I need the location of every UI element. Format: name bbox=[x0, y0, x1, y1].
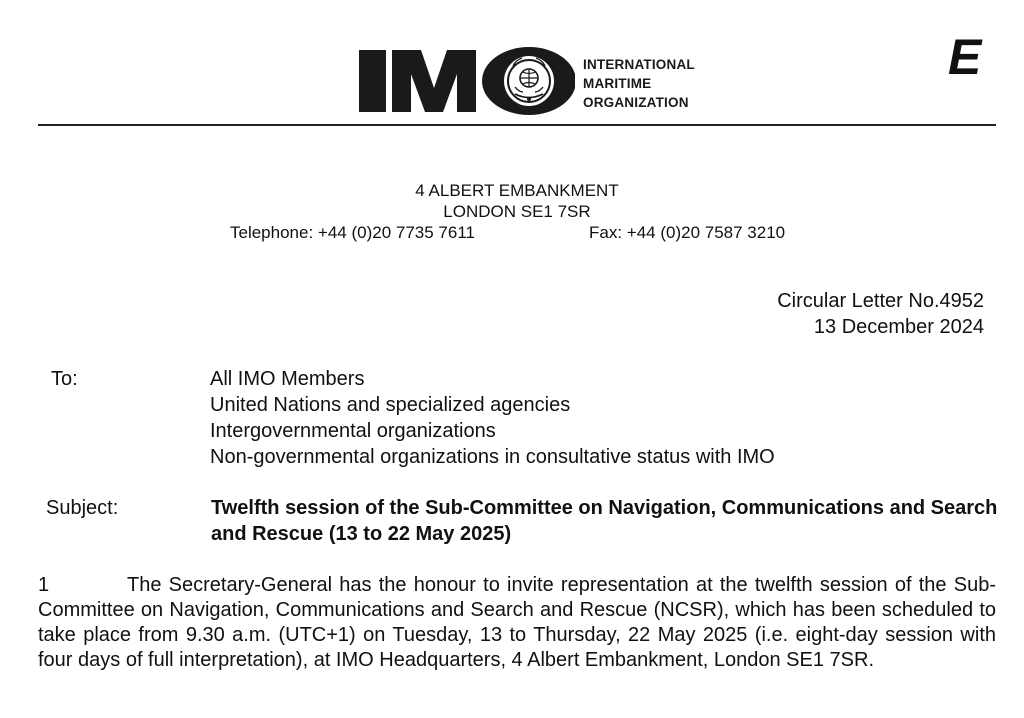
telephone-number: Telephone: +44 (0)20 7735 7611 bbox=[230, 223, 475, 242]
subject-text: Twelfth session of the Sub-Committee on Navigation, Communications and Search and Rescue (13 to 22 May 2025) bbox=[211, 497, 998, 545]
paragraph-text: The Secretary-General has the honour to invite representation at the twelfth session of the Sub-Committee on Navigation, Communications and Search and Rescue (NCSR), which has been scheduled to take place from 9.30 a.m. (UTC+1) on Tuesday, 13 to Thursday, 22 May 2025 (i.e. eight-day session with four days of full interpretation), at IMO Headquarters, 4 Albert Embankment, London SE1 7SR. bbox=[38, 574, 996, 671]
recipients-list bbox=[210, 366, 775, 470]
org-name-line-3: ORGANIZATION bbox=[583, 95, 689, 110]
letter-date: 13 December 2024 bbox=[813, 316, 984, 338]
to-label: To: bbox=[51, 368, 78, 390]
circular-letter-number: Circular Letter No.4952 bbox=[777, 290, 984, 312]
paragraph-number: 1 bbox=[38, 574, 50, 596]
recipient-item: Non-governmental organizations in consultative status with IMO bbox=[210, 446, 775, 468]
body-paragraph bbox=[38, 573, 996, 673]
recipient-item: Intergovernmental organizations bbox=[210, 420, 496, 442]
address-line-1: 4 ALBERT EMBANKMENT bbox=[415, 181, 619, 200]
recipient-item: United Nations and specialized agencies bbox=[210, 394, 571, 416]
imo-logo bbox=[357, 44, 575, 118]
organization-name bbox=[583, 55, 695, 112]
recipient-item: All IMO Members bbox=[210, 368, 365, 390]
header-divider bbox=[38, 124, 996, 126]
subject-label: Subject: bbox=[46, 497, 119, 519]
imo-letterhead bbox=[357, 44, 717, 124]
address-line-2: LONDON SE1 7SR bbox=[443, 202, 591, 221]
org-name-line-2: MARITIME bbox=[583, 76, 652, 91]
language-mark: E bbox=[948, 29, 982, 85]
org-name-line-1: INTERNATIONAL bbox=[583, 57, 695, 72]
fax-number: Fax: +44 (0)20 7587 3210 bbox=[589, 223, 786, 242]
